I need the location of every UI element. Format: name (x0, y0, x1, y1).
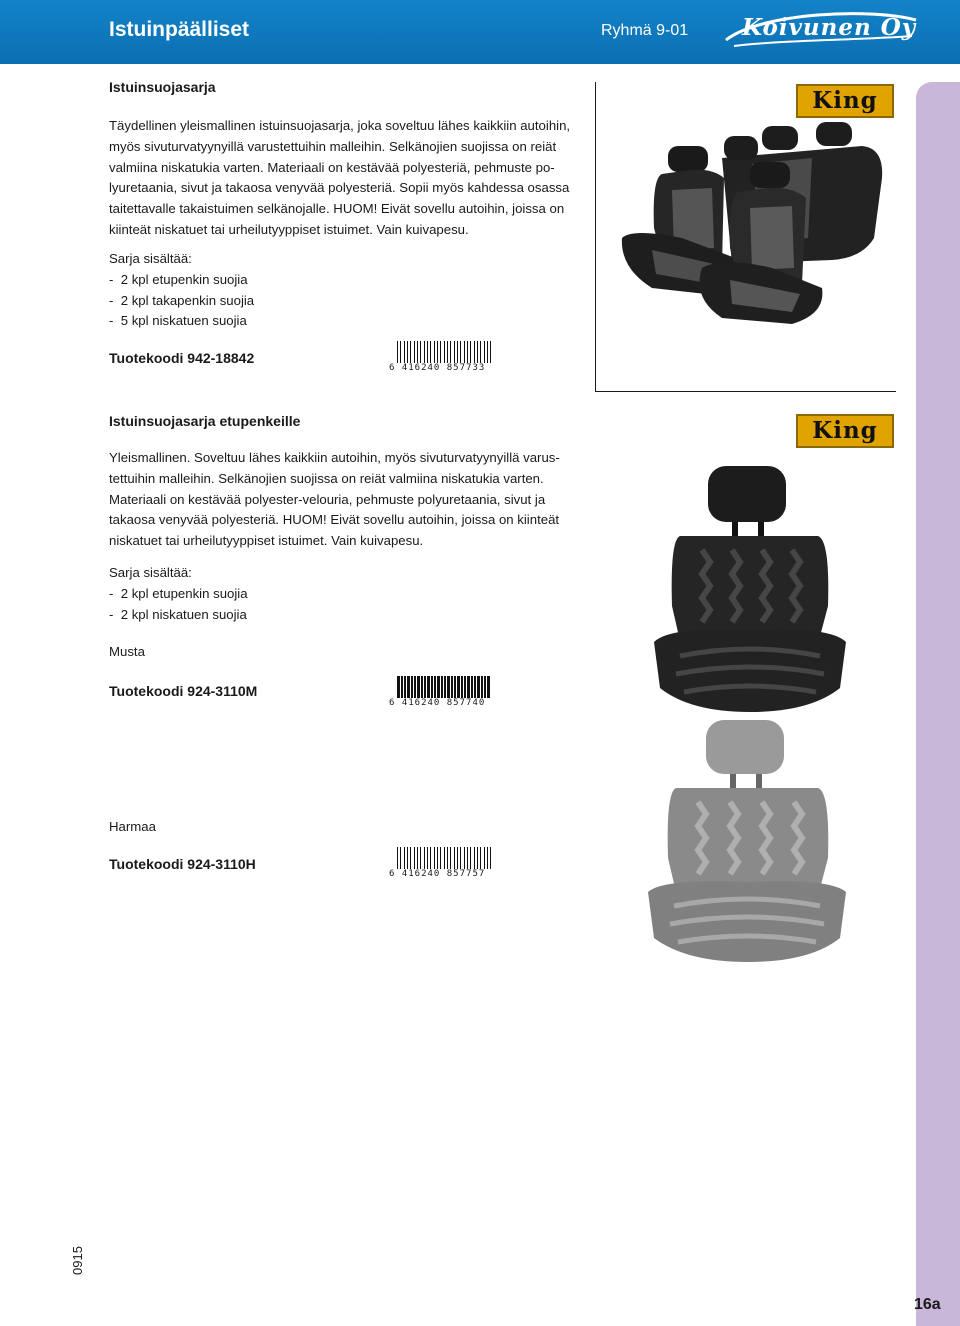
page-header (0, 0, 960, 64)
barcode-bar (401, 676, 403, 698)
barcode-bar (411, 676, 413, 698)
barcode-bar (424, 341, 425, 363)
barcode-bar (467, 847, 468, 869)
variant-color-black: Musta (109, 644, 145, 659)
contents-list (109, 563, 248, 625)
barcode-bar (444, 847, 445, 869)
divider-horizontal (595, 391, 896, 392)
barcode-bar (407, 341, 408, 363)
barcode-bar (407, 676, 410, 698)
barcode-bar (464, 676, 466, 698)
contents-item: - 5 kpl niskatuen suojia (109, 313, 247, 329)
barcode-bar (437, 847, 438, 869)
barcode-bar (424, 847, 425, 869)
product-title: Istuinsuojasarja etupenkeille (109, 413, 301, 429)
barcode-bar (457, 676, 460, 698)
contents-title: Sarja sisältää: (109, 565, 192, 580)
barcode-bar (467, 676, 470, 698)
description-line: takaosa venyvää polyesteriä. HUOM! Eivät sovellu autoihin, joissa on kiinteät (109, 512, 560, 528)
description-line: taitettavalle takaistuimen selkänojalle. HUOM! Eivät sovellu autoihin, joissa on (109, 201, 565, 217)
page-title: Istuinpäälliset (109, 18, 250, 41)
barcode-bar (427, 847, 428, 869)
barcode-bar (464, 847, 465, 869)
description-line: Yleismallinen. Soveltuu lähes kaikkiin autoihin, myös sivuturvatyynyillä varus- (109, 450, 560, 465)
brand-name: Koivunen Oy (742, 14, 917, 41)
barcode-bar (417, 341, 418, 363)
barcode-bar (487, 847, 488, 869)
seat-set-image (612, 118, 896, 332)
product-description (109, 448, 581, 552)
barcode-bars (397, 676, 491, 698)
barcode-bar (477, 341, 478, 363)
barcode-bar (400, 847, 401, 869)
barcode-bar (474, 847, 475, 869)
barcode-bar (457, 847, 458, 869)
barcode-bar (420, 847, 421, 869)
barcode-bar (404, 676, 406, 698)
barcode-bar (487, 341, 488, 363)
barcode-bar (434, 847, 435, 869)
barcode-bar (460, 847, 461, 869)
barcode-bar (480, 341, 481, 363)
barcode-number: 6 416240 857740 (389, 698, 486, 708)
barcode-bar (447, 676, 450, 698)
barcode-bar (430, 341, 431, 363)
barcode-bar (407, 847, 408, 869)
edition-code: 0915 (70, 1246, 85, 1275)
barcode-bar (397, 676, 400, 698)
barcode-bar (484, 341, 485, 363)
divider-vertical (595, 82, 596, 392)
barcode-bar (454, 341, 455, 363)
barcode-bar (450, 847, 451, 869)
contents-item: - 2 kpl takapenkin suojia (109, 292, 255, 308)
barcode-bar (471, 676, 473, 698)
barcode-bar (480, 847, 481, 869)
barcode-bar (424, 676, 426, 698)
barcode-bar (404, 341, 405, 363)
barcode-bar (484, 676, 486, 698)
barcode-bar (461, 676, 463, 698)
description-line: kiinteät niskatuet tai urheilutyyppiset istuimet. Vain kuivapesu. (109, 221, 469, 237)
barcode-bar (467, 341, 468, 363)
barcode-bar (414, 341, 415, 363)
barcode-bar (454, 847, 455, 869)
description-line: valmiina niskatukia varten. Materiaali on kestävää polyesteriä, pehmuste po- (109, 159, 555, 175)
barcode-bar (444, 341, 445, 363)
barcode-bar (421, 676, 423, 698)
barcode-bar (434, 341, 435, 363)
page-number: 16a (914, 1296, 941, 1313)
barcode-number: 6 416240 857757 (389, 869, 486, 879)
barcode-bar (477, 676, 480, 698)
barcode-bar (427, 341, 428, 363)
barcode-bar (420, 341, 421, 363)
description-line: Täydellinen yleismallinen istuinsuojasarja, joka soveltuu lähes kaikkiin autoihin, (109, 118, 571, 133)
contents-list (109, 249, 254, 332)
barcode-bar (447, 341, 448, 363)
barcode-bar (430, 847, 431, 869)
barcode-bar (444, 676, 446, 698)
barcode-bar (404, 847, 405, 869)
barcode-bar (410, 341, 411, 363)
group-label: Ryhmä 9-01 (601, 22, 689, 39)
barcode (389, 341, 499, 375)
contents-item: - 2 kpl etupenkin suojia (109, 271, 248, 287)
barcode-bar (437, 341, 438, 363)
barcode-bar (410, 847, 411, 869)
barcode-bar (470, 847, 471, 869)
barcode (389, 847, 499, 881)
barcode-bar (487, 676, 490, 698)
barcode-bar (454, 676, 456, 698)
barcode-bar (451, 676, 453, 698)
barcode-bar (481, 676, 483, 698)
barcode-bar (417, 676, 420, 698)
barcode-number: 6 416240 857733 (389, 363, 486, 373)
barcode-bar (470, 341, 471, 363)
barcode-bar (450, 341, 451, 363)
barcode-bar (457, 341, 458, 363)
barcode-bar (397, 847, 398, 869)
description-line: Materiaali on kestävää polyester-velouria, pehmuste polyuretaania, sivut ja (109, 491, 546, 507)
barcode-bar (431, 676, 433, 698)
barcode-bar (397, 341, 398, 363)
barcode-bar (434, 676, 436, 698)
barcode-bar (490, 847, 491, 869)
product-code-grey: Tuotekoodi 924-3110H (109, 856, 256, 872)
barcode-bar (417, 847, 418, 869)
barcode-bar (400, 341, 401, 363)
barcode-bar (414, 676, 416, 698)
king-brand-badge: King (796, 84, 894, 118)
contents-title: Sarja sisältää: (109, 251, 192, 266)
barcode-bar (464, 341, 465, 363)
brand-logo (722, 10, 920, 52)
description-line: lyuretaania, sivut ja takaosa venyvää polyesteriä. Sopii myös kahdessa osassa (109, 180, 570, 196)
black-seat-cover-image (640, 466, 860, 716)
product-title: Istuinsuojasarja (109, 79, 216, 95)
description-line: tettuihin malleihin. Selkänojien suojissa on reiät valmiina niskatukia varten. (109, 470, 544, 486)
barcode (389, 676, 499, 710)
barcode-bar (440, 847, 441, 869)
product-code: Tuotekoodi 942-18842 (109, 350, 255, 366)
contents-item: - 2 kpl niskatuen suojia (109, 606, 247, 622)
section-tab (916, 82, 960, 1326)
barcode-bar (414, 847, 415, 869)
barcode-bars (397, 341, 491, 363)
barcode-bar (441, 676, 443, 698)
product-code-black: Tuotekoodi 924-3110M (109, 683, 258, 699)
grey-seat-cover-image (634, 720, 860, 966)
product-description (109, 116, 583, 241)
barcode-bar (437, 676, 440, 698)
variant-color-grey: Harmaa (109, 819, 156, 834)
barcode-bar (427, 676, 430, 698)
contents-item: - 2 kpl etupenkin suojia (109, 585, 248, 601)
barcode-bar (474, 676, 476, 698)
description-line: myös sivuturvatyynyillä varustettuihin malleihin. Selkänojien suojissa on reiät (109, 138, 557, 154)
barcode-bar (440, 341, 441, 363)
king-brand-badge: King (796, 414, 894, 448)
barcode-bars (397, 847, 491, 869)
barcode-bar (447, 847, 448, 869)
barcode-bar (460, 341, 461, 363)
barcode-bar (490, 341, 491, 363)
description-line: niskatuet tai urheilutyyppiset istuimet. Vain kuivapesu. (109, 533, 424, 549)
barcode-bar (484, 847, 485, 869)
barcode-bar (474, 341, 475, 363)
barcode-bar (477, 847, 478, 869)
